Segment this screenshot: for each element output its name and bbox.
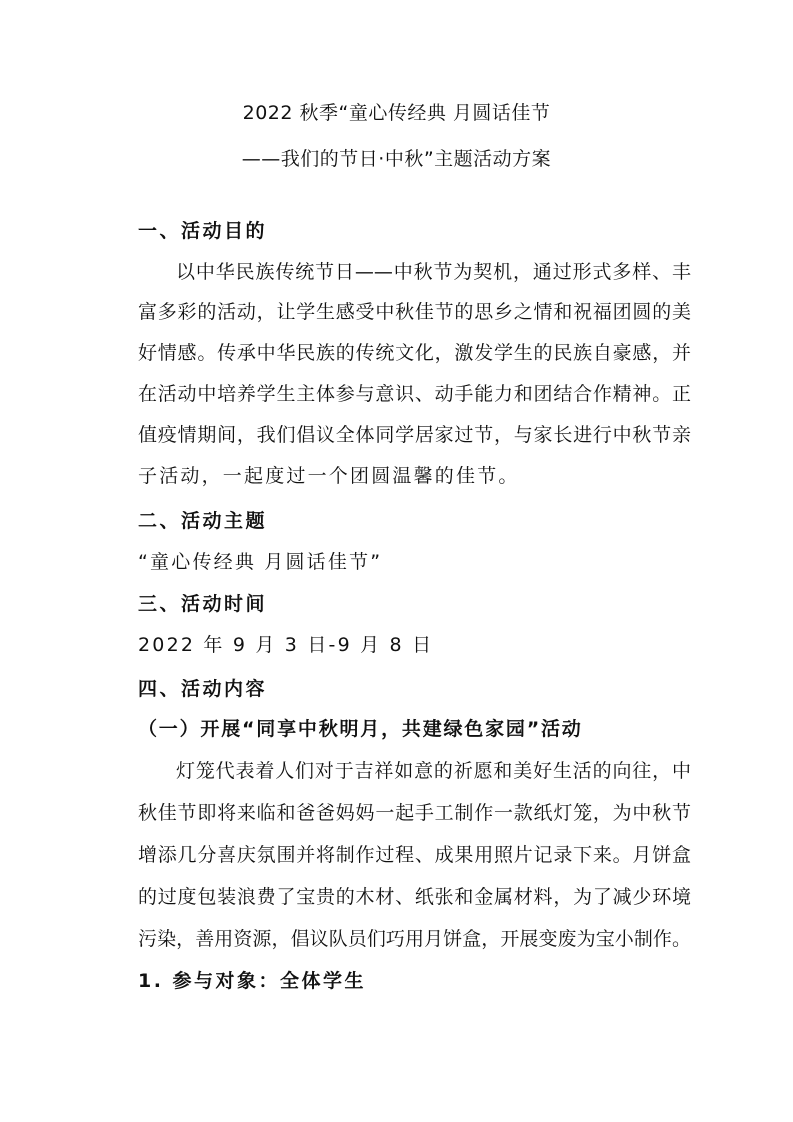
section-heading-time: 三、活动时间 <box>138 593 268 615</box>
paragraph-line: 灯笼代表着人们对于吉祥如意的祈愿和美好生活的向往，中 <box>176 760 691 782</box>
list-item-participants: 1. 参与对象：全体学生 <box>138 970 367 992</box>
document-title-line-2: ——我们的节日·中秋”主题活动方案 <box>241 148 552 170</box>
paragraph-line: 污染，善用资源，倡议队员们巧用月饼盒，开展变废为宝小制作。 <box>138 928 691 950</box>
paragraph-line: 秋佳节即将来临和爸爸妈妈一起手工制作一款纸灯笼，为中秋节 <box>138 802 691 824</box>
paragraph-line: 子活动，一起度过一个团圆温馨的佳节。 <box>138 465 520 487</box>
paragraph-line: 在活动中培养学生主体参与意识、动手能力和团结合作精神。正 <box>138 383 691 405</box>
paragraph-line: 的过度包装浪费了宝贵的木材、纸张和金属材料，为了减少环境 <box>138 886 691 908</box>
paragraph-line: 富多彩的活动，让学生感受中秋佳节的思乡之情和祝福团圆的美 <box>138 301 691 323</box>
paragraph-line: 值疫情期间，我们倡议全体同学居家过节，与家长进行中秋节亲 <box>138 424 691 446</box>
paragraph-line: 以中华民族传统节日——中秋节为契机，通过形式多样、丰 <box>176 261 691 283</box>
section-heading-theme: 二、活动主题 <box>138 510 268 532</box>
paragraph-line: 增添几分喜庆氛围并将制作过程、成果用照片记录下来。月饼盒 <box>138 844 691 866</box>
section-heading-purpose: 一、活动目的 <box>138 220 268 242</box>
theme-text: “童心传经典 月圆话佳节” <box>138 551 383 573</box>
document-title-line-1: 2022 秋季“童心传经典 月圆话佳节 <box>242 102 551 124</box>
subsection-heading: （一）开展“同享中秋明月，共建绿色家园”活动 <box>138 718 583 740</box>
section-heading-content: 四、活动内容 <box>138 678 268 700</box>
paragraph-line: 好情感。传承中华民族的传统文化，激发学生的民族自豪感，并 <box>138 342 691 364</box>
time-text: 2022 年 9 月 3 日-9 月 8 日 <box>138 634 434 656</box>
